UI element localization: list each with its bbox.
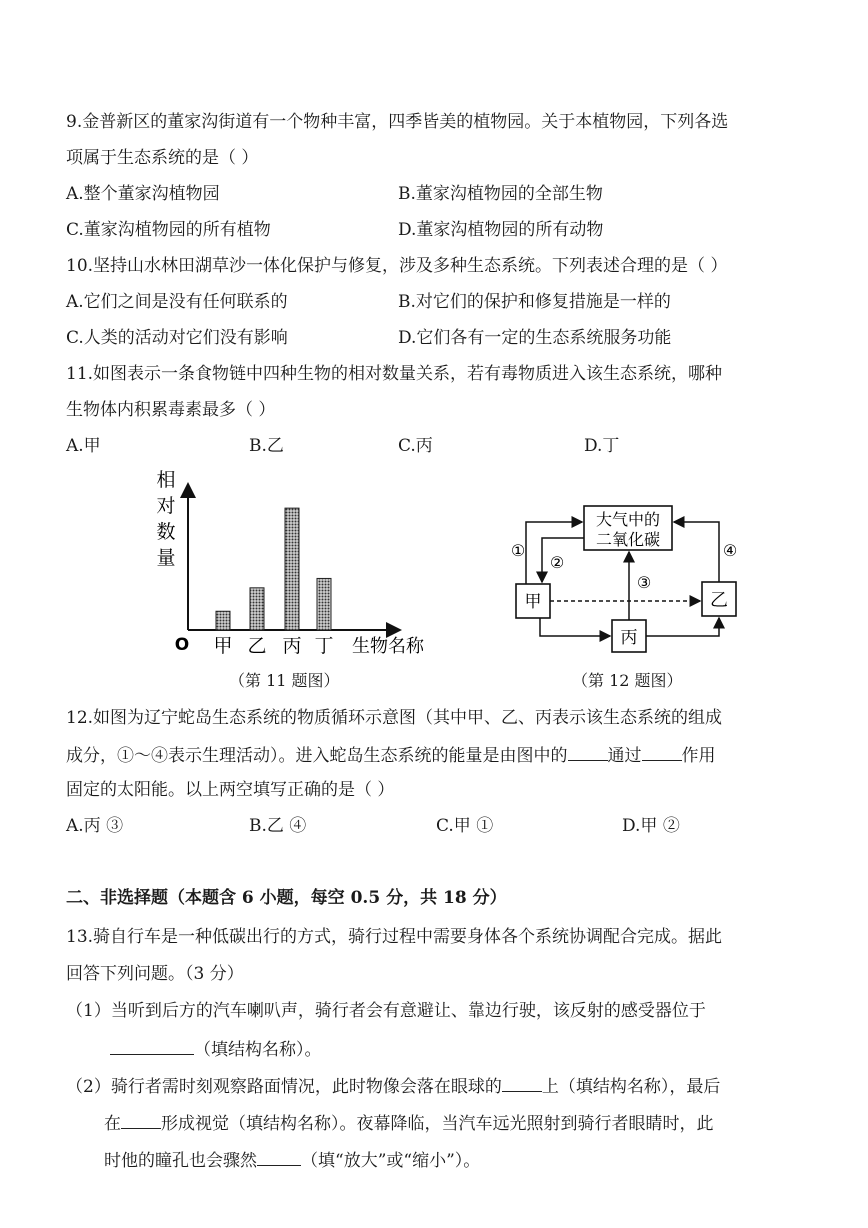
fig11-ylabel-char-1: 相 bbox=[156, 469, 176, 491]
q11-option-c: C.丙 bbox=[398, 436, 433, 456]
fig11-bar-4 bbox=[317, 578, 331, 630]
fig12-box-co2-line2: 二氧化碳 bbox=[595, 530, 661, 549]
fig12-mark-4: ④ bbox=[722, 541, 738, 560]
fig12-box-jia-label: 甲 bbox=[524, 592, 542, 612]
q10-option-d: D.它们各有一定的生态系统服务功能 bbox=[398, 328, 672, 348]
q13-stem-line1: 13.骑自行车是一种低碳出行的方式，骑行过程中需要身体各个系统协调配合完成。据此 bbox=[66, 927, 723, 947]
fig11-xtick-4: 丁 bbox=[314, 635, 334, 657]
fig11-chart bbox=[150, 466, 440, 662]
q12-stem-line3: 固定的太阳能。以上两空填写正确的是（ ） bbox=[66, 780, 395, 800]
q12-stem-line1: 12.如图为辽宁蛇岛生态系统的物质循环示意图（其中甲、乙、丙表示该生态系统的组成 bbox=[66, 708, 723, 728]
fig11-bar-3 bbox=[285, 508, 299, 630]
q12-option-b: B.乙 ④ bbox=[249, 816, 307, 836]
fig11-ylabel-char-2: 对 bbox=[156, 495, 176, 517]
fig11-bar-2 bbox=[250, 588, 264, 630]
fig11-xlabel: 生物名称 bbox=[352, 636, 424, 657]
q13-part2-line3-a: 时他的瞳孔也会骤然 bbox=[104, 1151, 257, 1171]
fig11-origin: O bbox=[174, 635, 190, 655]
q11-stem-line1: 11.如图表示一条食物链中四种生物的相对数量关系，若有毒物质进入该生态系统，哪种 bbox=[66, 364, 723, 384]
fig12-arrow-jia-bing bbox=[540, 618, 610, 636]
fig11-xtick-1: 甲 bbox=[213, 635, 233, 657]
q13-part1-line1: （1）当听到后方的汽车喇叭声，骑行者会有意避让、靠边行驶，该反射的感受器位于 bbox=[66, 1001, 706, 1021]
q13-stem-line2: 回答下列问题。（3 分） bbox=[66, 964, 244, 984]
fig12-mark-3: ③ bbox=[636, 573, 652, 592]
q13-part2-line1-b: 上（填结构名称），最后 bbox=[541, 1077, 721, 1097]
fig12-arrow-bing-yi bbox=[646, 618, 719, 636]
q13-blank-4[interactable] bbox=[257, 1147, 301, 1166]
q13-part1-line2-text: （填结构名称）。 bbox=[194, 1040, 322, 1060]
q13-part2-line2 bbox=[104, 1110, 714, 1136]
q11-stem-line2: 生物体内积累毒素最多（ ） bbox=[66, 400, 276, 420]
q13-part1-line2 bbox=[110, 1036, 322, 1062]
q12-line2-part-c: 作用 bbox=[681, 746, 716, 766]
q10-stem: 10.坚持山水林田湖草沙一体化保护与修复，涉及多种生态系统。下列表述合理的是（ ） bbox=[66, 256, 728, 276]
q12-option-d: D.甲 ② bbox=[622, 816, 680, 836]
q13-part2-line3-b: （填“放大”或“缩小”）。 bbox=[301, 1151, 481, 1171]
q13-part2-line1-a: （2）骑行者需时刻观察路面情况，此时物像会落在眼球的 bbox=[66, 1077, 502, 1097]
q13-part2-line2-b: 形成视觉（填结构名称）。夜幕降临，当汽车远光照射到骑行者眼睛时，此 bbox=[161, 1114, 714, 1134]
fig12-box-bing-label: 丙 bbox=[620, 628, 638, 648]
q10-option-a: A.它们之间是没有任何联系的 bbox=[66, 292, 288, 312]
fig11-xtick-3: 丙 bbox=[282, 635, 302, 657]
q13-blank-2[interactable] bbox=[502, 1073, 542, 1092]
q9-option-a: A.整个董家沟植物园 bbox=[66, 184, 220, 204]
q13-part2-line1 bbox=[66, 1073, 720, 1099]
q12-option-a: A.丙 ③ bbox=[66, 816, 124, 836]
q9-option-c: C.董家沟植物园的所有植物 bbox=[66, 220, 271, 240]
fig12-mark-2: ② bbox=[549, 553, 565, 572]
q11-option-d: D.丁 bbox=[584, 436, 620, 456]
fig11-xtick-2: 乙 bbox=[247, 635, 267, 657]
q10-option-b: B.对它们的保护和修复措施是一样的 bbox=[398, 292, 671, 312]
fig11-caption: （第 11 题图） bbox=[229, 671, 340, 690]
q9-stem-line2: 项属于生态系统的是（ ） bbox=[66, 148, 259, 168]
fig11-ylabel-char-3: 数 bbox=[156, 521, 176, 543]
q12-blank-2[interactable] bbox=[642, 742, 682, 761]
section2-heading: 二、非选择题（本题含 6 小题，每空 0.5 分，共 18 分） bbox=[66, 888, 507, 908]
q13-part2-line2-a: 在 bbox=[104, 1114, 121, 1134]
fig12-caption: （第 12 题图） bbox=[572, 671, 683, 690]
q11-option-b: B.乙 bbox=[249, 436, 284, 456]
q12-line2-part-a: 成分，①～④表示生理活动）。进入蛇岛生态系统的能量是由图中的 bbox=[66, 746, 568, 766]
q12-option-c: C.甲 ① bbox=[436, 816, 494, 836]
q9-option-d: D.董家沟植物园的所有动物 bbox=[398, 220, 604, 240]
fig11-bar-1 bbox=[216, 611, 230, 630]
q11-option-a: A.甲 bbox=[66, 436, 101, 456]
q12-blank-1[interactable] bbox=[568, 742, 608, 761]
fig12-mark-1: ① bbox=[510, 541, 526, 560]
fig11-ylabel-char-4: 量 bbox=[156, 547, 176, 569]
q9-option-b: B.董家沟植物园的全部生物 bbox=[398, 184, 603, 204]
fig12-diagram bbox=[500, 494, 750, 662]
q12-line2-part-b: 通过 bbox=[607, 746, 642, 766]
q13-blank-1[interactable] bbox=[110, 1036, 194, 1055]
q10-option-c: C.人类的活动对它们没有影响 bbox=[66, 328, 288, 348]
fig12-arrow-4 bbox=[674, 522, 719, 582]
q13-blank-3[interactable] bbox=[121, 1110, 161, 1129]
q9-stem-line1: 9.金普新区的董家沟街道有一个物种丰富，四季皆美的植物园。关于本植物园，下列各选 bbox=[66, 112, 729, 132]
q13-part2-line3 bbox=[104, 1147, 480, 1173]
fig12-box-yi-label: 乙 bbox=[710, 590, 728, 611]
fig12-box-co2-line1: 大气中的 bbox=[595, 510, 661, 529]
q12-stem-line2 bbox=[66, 742, 716, 768]
